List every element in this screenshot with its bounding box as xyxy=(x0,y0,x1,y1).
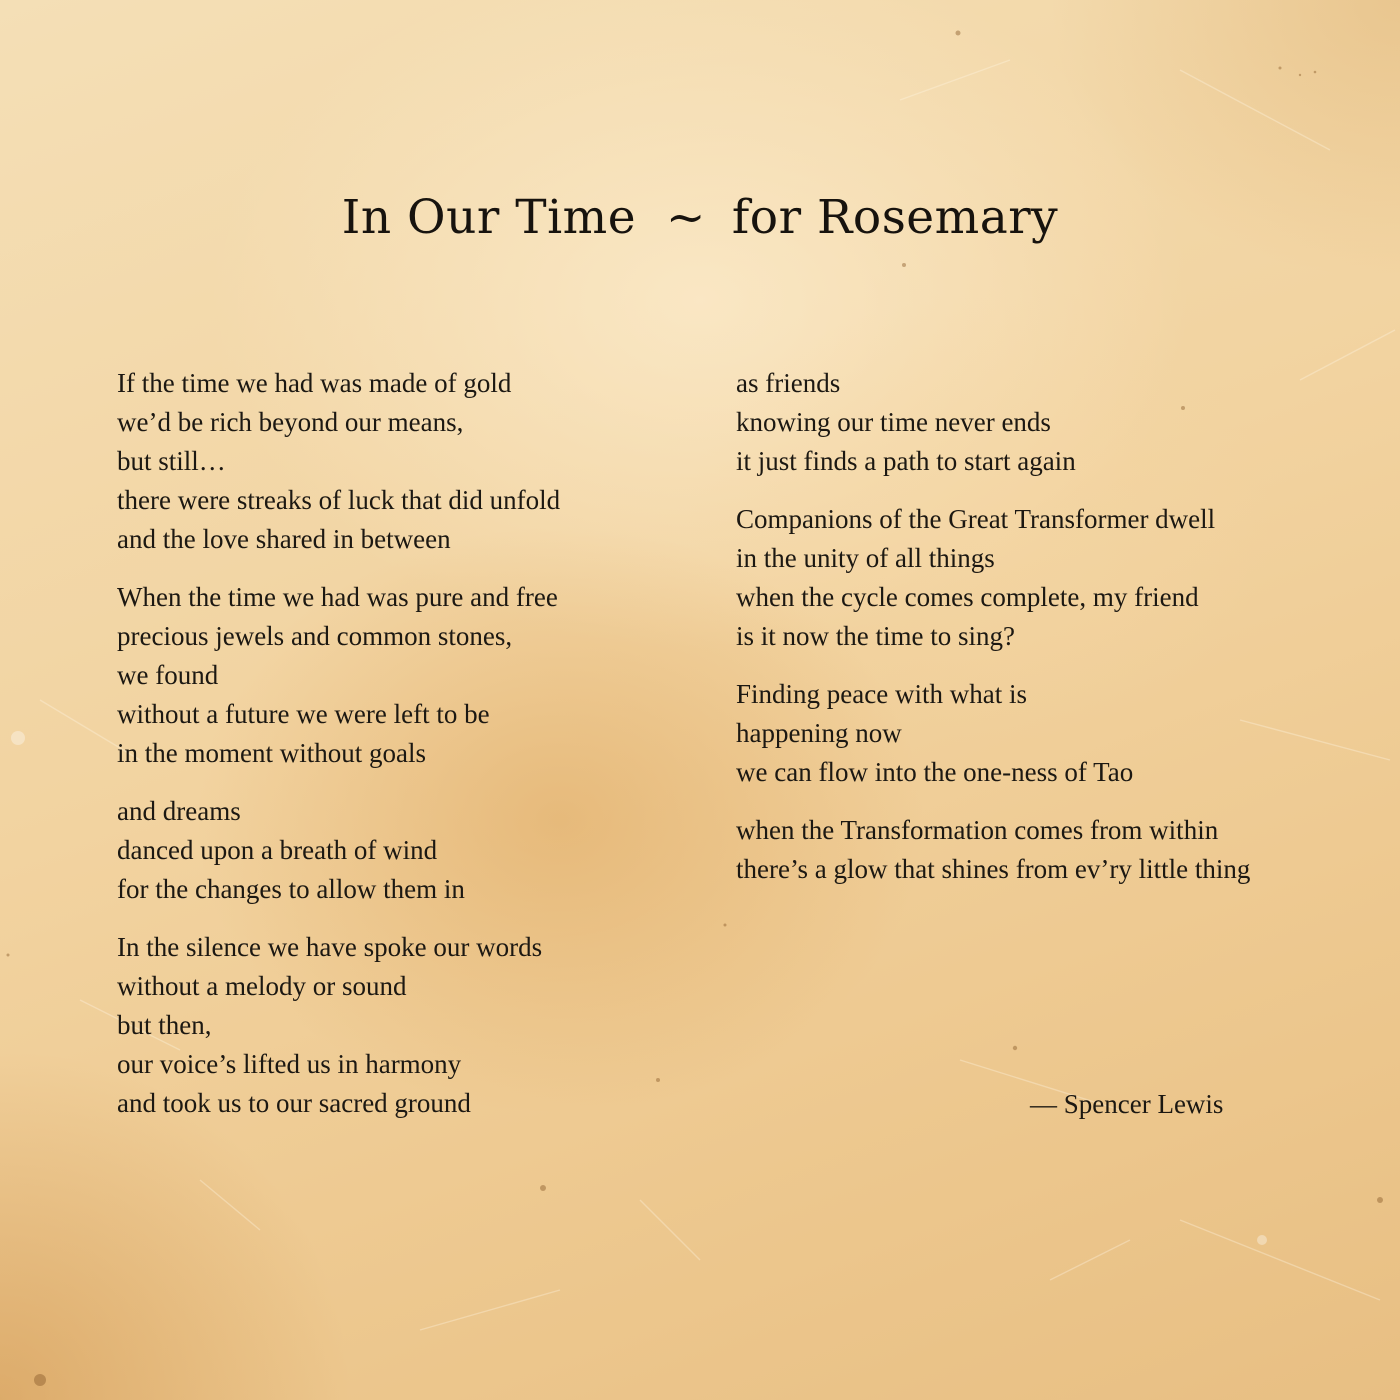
poem-line: in the moment without goals xyxy=(117,738,426,768)
poem-line: happening now xyxy=(736,718,902,748)
title-dedication: for Rosemary xyxy=(731,190,1059,245)
poem-line: without a future we were left to be xyxy=(117,699,490,729)
stanza xyxy=(736,500,1356,656)
poem-line: danced upon a breath of wind xyxy=(117,835,438,865)
stanza xyxy=(117,928,677,1123)
poem-line: there’s a glow that shines from ev’ry little thing xyxy=(736,854,1251,884)
poem-line: knowing our time never ends xyxy=(736,407,1051,437)
poem-line: Finding peace with what is xyxy=(736,679,1027,709)
poem-line: when the Transformation comes from within xyxy=(736,815,1219,845)
poem-line: but then, xyxy=(117,1010,212,1040)
poem-line: and dreams xyxy=(117,796,241,826)
poem-line: there were streaks of luck that did unfold xyxy=(117,485,561,515)
poem-line: Companions of the Great Transformer dwell xyxy=(736,504,1216,534)
poem-line: our voice’s lifted us in harmony xyxy=(117,1049,462,1079)
stanza xyxy=(736,811,1356,889)
poem-line: we can flow into the one-ness of Tao xyxy=(736,757,1134,787)
poem-title xyxy=(0,186,1400,250)
poem-line: In the silence we have spoke our words xyxy=(117,932,543,962)
author-signature: — Spencer Lewis xyxy=(1030,1089,1224,1119)
title-separator: ~ xyxy=(666,190,706,245)
poem-line: it just finds a path to start again xyxy=(736,446,1076,476)
poem-line: and the love shared in between xyxy=(117,524,451,554)
stanza xyxy=(117,578,677,773)
poem-column-right xyxy=(736,364,1356,908)
poem-column-left xyxy=(117,364,677,1142)
poem-line: in the unity of all things xyxy=(736,543,995,573)
poem-line: when the cycle comes complete, my friend xyxy=(736,582,1199,612)
poem-line: When the time we had was pure and free xyxy=(117,582,558,612)
title-main: In Our Time xyxy=(341,190,637,245)
poem-line: as friends xyxy=(736,368,841,398)
poem-line: for the changes to allow them in xyxy=(117,874,465,904)
poem-line: is it now the time to sing? xyxy=(736,621,1015,651)
stanza xyxy=(117,792,677,909)
poem-line: If the time we had was made of gold xyxy=(117,368,512,398)
poem-line: without a melody or sound xyxy=(117,971,407,1001)
poem-line: we’d be rich beyond our means, xyxy=(117,407,464,437)
stanza xyxy=(736,675,1356,792)
poem-line: and took us to our sacred ground xyxy=(117,1088,471,1118)
poem-line: but still… xyxy=(117,446,226,476)
poem-line: precious jewels and common stones, xyxy=(117,621,513,651)
poem-line: we found xyxy=(117,660,219,690)
stanza xyxy=(117,364,677,559)
stanza xyxy=(736,364,1356,481)
